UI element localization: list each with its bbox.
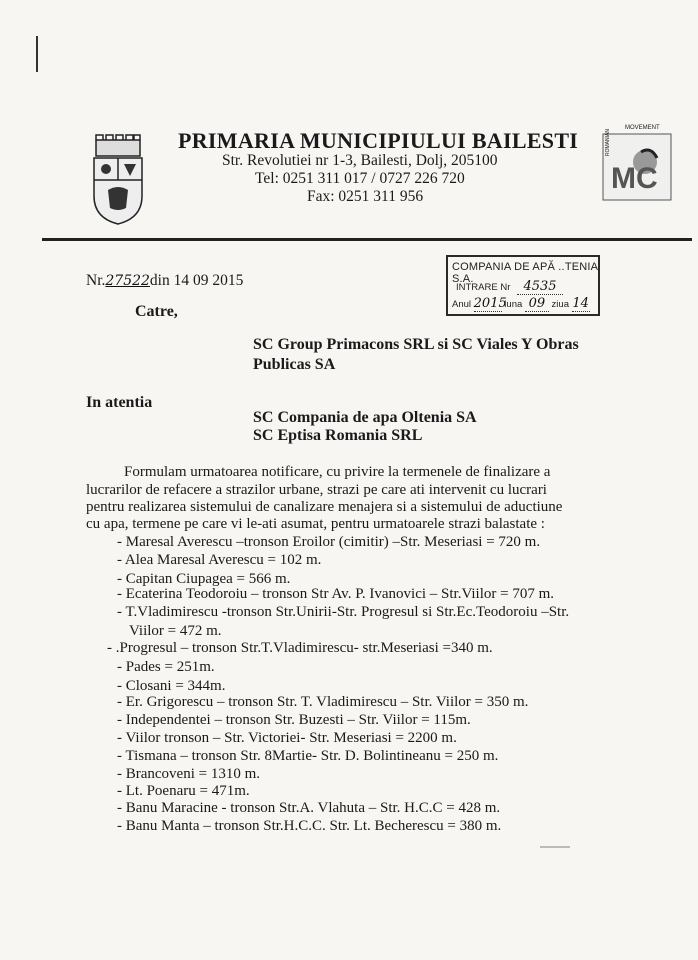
street-item: - Viilor tronson – Str. Victoriei- Str. Meseriasi = 2200 m.: [117, 730, 457, 746]
stamp-entry-row: [456, 279, 563, 295]
street-item: - Banu Maracine - tronson Str.A. Vlahuta – Str. H.C.C = 428 m.: [117, 800, 501, 816]
street-item: - Alea Maresal Averescu = 102 m.: [117, 552, 322, 568]
stamp-company: COMPANIA DE APĂ ..TENIA S.A.: [452, 261, 598, 285]
institution-title: PRIMARIA MUNICIPIULUI BAILESTI: [178, 128, 579, 153]
attention-line-2: SC Eptisa Romania SRL: [253, 427, 423, 444]
street-item-continuation: Viilor = 472 m.: [129, 623, 222, 639]
stamp-date-row: [452, 296, 590, 312]
stamp-day-label: ziua: [551, 299, 569, 310]
body-line: pentru realizarea sistemului de canalizare menajera si a sistemului de aductiune: [86, 499, 563, 515]
logo-top-text: MOVEMENT: [625, 125, 660, 131]
institution-phone: Tel: 0251 311 017 / 0727 226 720: [255, 170, 465, 187]
street-item: - Pades = 251m.: [117, 659, 215, 675]
stamp-entry-number: 4535: [517, 279, 563, 295]
stamp-month-label: luna: [504, 299, 523, 310]
street-item: - Independentei – tronson Str. Buzesti – Str. Viilor = 115m.: [117, 712, 471, 728]
attention-label: In atentia: [86, 394, 153, 411]
scan-mark: [540, 846, 570, 848]
street-item: - Capitan Ciupagea = 566 m.: [117, 571, 291, 587]
street-item: - Closani = 344m.: [117, 678, 226, 694]
reference-date: din 14 09 2015: [149, 272, 244, 289]
movement-logo: [601, 124, 673, 204]
street-item: - Banu Manta – tronson Str.H.C.C. Str. Lt. Becherescu = 380 m.: [117, 818, 502, 834]
street-item: - Tismana – tronson Str. 8Martie- Str. D. Bolintineanu = 250 m.: [117, 748, 499, 764]
street-item: - Er. Grigorescu – tronson Str. T. Vladimirescu – Str. Viilor = 350 m.: [117, 694, 529, 710]
stamp-year-label: Anul: [452, 299, 472, 310]
body-line: lucrarilor de refacere a strazilor urbane, strazi pe care ati intervenit cu lucrari: [86, 482, 547, 498]
header-divider: [42, 238, 692, 241]
margin-mark: [36, 36, 38, 72]
body-line: Formulam urmatoarea notificare, cu privire la termenele de finalizare a: [124, 464, 551, 480]
stamp-year-value: 2015: [473, 296, 507, 311]
logo-letters: MC: [611, 162, 658, 195]
street-item: - .Progresul – tronson Str.T.Vladimirescu- str.Meseriasi =340 m.: [107, 640, 493, 656]
institution-fax: Fax: 0251 311 956: [307, 188, 424, 205]
stamp-day-value: 14: [572, 296, 589, 311]
reference-number: 27522: [105, 273, 150, 289]
attention-line-1: SC Compania de apa Oltenia SA: [253, 409, 477, 426]
street-item: - Maresal Averescu –tronson Eroilor (cimitir) –Str. Meseriasi = 720 m.: [117, 534, 541, 550]
body-line: cu apa, termene pe care vi le-ati asumat, pentru urmatoarele strazi balastate :: [86, 516, 545, 532]
logo-side-text: ROMANIAN: [605, 129, 611, 156]
salutation: Catre,: [135, 303, 178, 320]
reference-label: Nr.: [86, 272, 106, 289]
coat-of-arms-icon: [90, 134, 146, 226]
stamp-month-value: 09: [525, 296, 549, 312]
street-item: - T.Vladimirescu -tronson Str.Unirii-Str. Progresul si Str.Ec.Teodoroiu –Str.: [117, 604, 570, 620]
stamp-entry-label: INTRARE Nr: [456, 282, 511, 293]
document-reference: [86, 272, 243, 290]
registration-stamp: [446, 255, 600, 316]
street-item: - Lt. Poenaru = 471m.: [117, 783, 250, 799]
institution-address: Str. Revolutiei nr 1-3, Bailesti, Dolj, 205100: [222, 152, 498, 169]
addressee-line-2: Publicas SA: [253, 356, 336, 373]
addressee-line-1: SC Group Primacons SRL si SC Viales Y Obras: [253, 336, 579, 353]
street-item: - Ecaterina Teodoroiu – tronson Str Av. P. Ivanovici – Str.Viilor = 707 m.: [117, 586, 555, 602]
street-item: - Brancoveni = 1310 m.: [117, 766, 261, 782]
